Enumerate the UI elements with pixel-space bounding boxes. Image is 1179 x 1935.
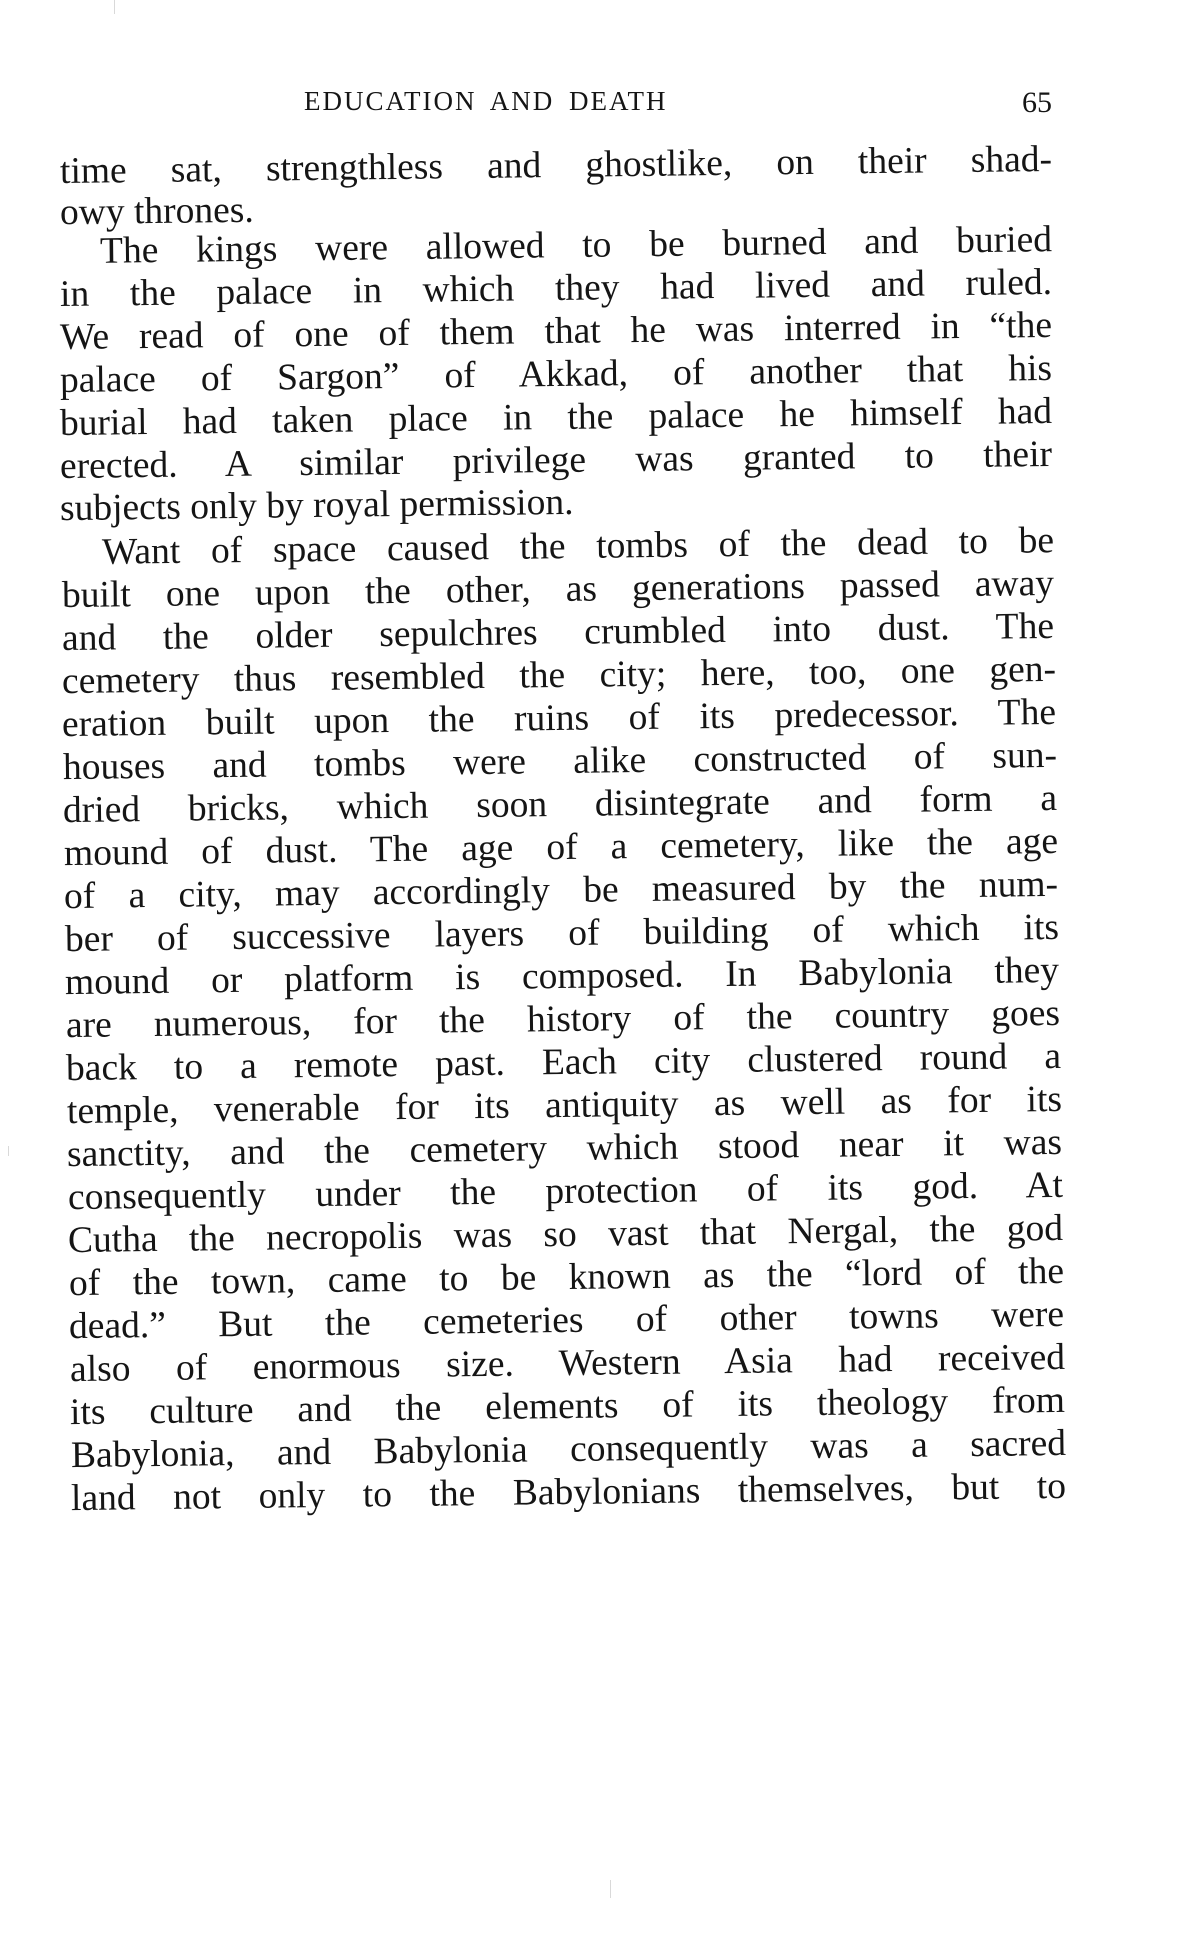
text-line: owy thrones. <box>59 189 254 234</box>
text-line: of the town, came to be known as the “lord of the <box>68 1250 1065 1305</box>
text-line: of a city, may accordingly be measured by the num- <box>63 863 1059 918</box>
text-line: ber of successive layers of building of which its <box>64 906 1060 961</box>
text-line: eration built upon the ruins of its predecessor. The <box>61 691 1057 746</box>
text-line: Cutha the necropolis was so vast that Nergal, the god <box>67 1207 1064 1262</box>
text-line: sanctity, and the cemetery which stood near it was <box>66 1121 1063 1176</box>
text-line: back to a remote past. Each city clustered round a <box>65 1035 1062 1090</box>
text-line: consequently under the protection of its god. At <box>67 1164 1064 1219</box>
paragraph-first-line: The kings were allowed to be burned and buried <box>99 219 1053 272</box>
text-line: cemetery thus resembled the city; here, too, one gen- <box>61 648 1057 703</box>
scan-edge-mark <box>114 0 115 14</box>
text-line: dried bricks, which soon disintegrate and form a <box>62 777 1058 832</box>
text-line: in the palace in which they had lived and ruled. <box>59 261 1053 316</box>
text-line: built one upon the other, as generations passed away <box>61 562 1055 617</box>
text-line: Babylonia, and Babylonia consequently was a sacred <box>70 1422 1067 1477</box>
text-line: and the older sepulchres crumbled into dust. The <box>61 605 1055 660</box>
text-line: mound or platform is composed. In Babylonia they <box>64 949 1060 1004</box>
text-line: We read of one of them that he was interred in “the <box>59 304 1053 359</box>
text-line: dead.” But the cemeteries of other towns were <box>68 1293 1065 1348</box>
text-line: erected. A similar privilege was granted to their <box>59 433 1053 488</box>
scan-edge-mark <box>610 1880 611 1898</box>
running-title: EDUCATION AND DEATH <box>304 86 668 116</box>
text-line: land not only to the Babylonians themselves, but to <box>70 1465 1067 1520</box>
scan-edge-mark <box>8 1146 9 1156</box>
paragraph-first-line: Want of space caused the tombs of the dead to be <box>101 520 1055 573</box>
text-line: are numerous, for the history of the country goes <box>65 992 1061 1047</box>
text-line: also of enormous size. Western Asia had received <box>69 1336 1066 1391</box>
text-line: palace of Sargon” of Akkad, of another that his <box>59 347 1053 402</box>
text-line: mound of dust. The age of a cemetery, like the age <box>63 820 1059 875</box>
text-line: burial had taken place in the palace he himself had <box>59 390 1053 445</box>
text-line: time sat, strengthless and ghostlike, on their shad- <box>59 138 1053 193</box>
text-line: its culture and the elements of its theology from <box>69 1379 1066 1434</box>
page-number: 65 <box>1022 86 1052 119</box>
text-line: houses and tombs were alike constructed of sun- <box>62 734 1058 789</box>
text-line: subjects only by royal permission. <box>59 481 574 530</box>
text-line: temple, venerable for its antiquity as well as for its <box>66 1078 1063 1133</box>
